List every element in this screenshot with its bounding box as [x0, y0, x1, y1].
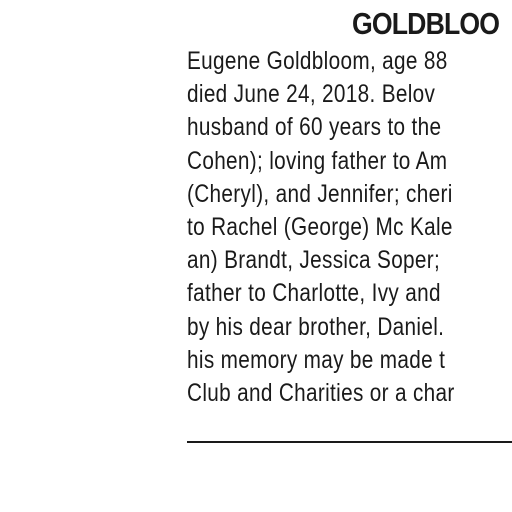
obituary-line: (Cheryl), and Jennifer; cheri [187, 179, 453, 208]
obituary-heading: GOLDBLOO [352, 6, 500, 41]
obituary-line: by his dear brother, Daniel. [187, 312, 445, 341]
obituary-line: his memory may be made t [187, 345, 446, 374]
obituary-body [187, 45, 455, 410]
divider-rule [187, 441, 512, 443]
obituary-line: Cohen); loving father to Am [187, 146, 448, 175]
obituary-line: Club and Charities or a char [187, 378, 455, 407]
obituary-line: Eugene Goldbloom, age 88 [187, 47, 448, 75]
obituary-line: to Rachel (George) Mc Kale [187, 212, 453, 241]
obituary-line: father to Charlotte, Ivy and [187, 279, 441, 308]
obituary-line: died June 24, 2018. Belov [187, 80, 436, 109]
obituary-line: an) Brandt, Jessica Soper; [187, 246, 441, 275]
obituary-line: husband of 60 years to the [187, 113, 442, 142]
